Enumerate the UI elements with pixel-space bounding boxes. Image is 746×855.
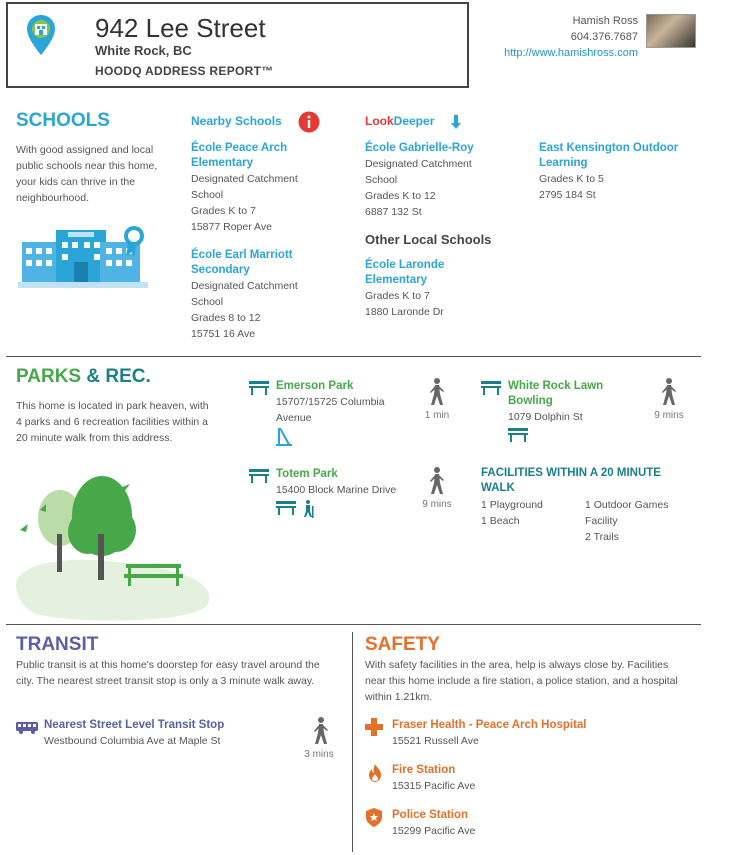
bench-icon <box>508 428 528 442</box>
nearby-schools-label: Nearby Schools <box>191 114 282 128</box>
safety-name[interactable]: Fire Station <box>392 764 456 776</box>
info-icon[interactable] <box>298 111 320 133</box>
flame-icon <box>368 764 382 782</box>
divider <box>6 624 701 625</box>
school-building-illustration <box>18 222 150 292</box>
safety-item[interactable]: Fire Station 15315 Pacific Ave <box>392 763 592 794</box>
school-name[interactable]: École Peace Arch Elementary <box>191 142 288 169</box>
schools-description: With good assigned and local public schools near this home, your kids can thrive in the neighbourhood. <box>16 144 158 204</box>
walk-time: 9 mins <box>654 410 684 421</box>
schools-title: SCHOOLS <box>16 110 110 131</box>
parks-description: This home is located in park heaven, with 4 parks and 6 recreation facilities within a 20 minute walk from this address. <box>16 400 209 444</box>
agent-avatar <box>646 14 696 48</box>
facilities-list: 1 Playground 1 Beach <box>481 499 543 527</box>
safety-item[interactable]: Fraser Health - Peace Arch Hospital 15521 Russell Ave <box>392 718 632 749</box>
page-title: 942 Lee Street <box>95 13 266 43</box>
bus-icon <box>16 722 38 734</box>
lookdeeper-label[interactable]: LookDeeper <box>365 114 435 128</box>
bench-icon <box>276 501 296 515</box>
park-illustration <box>16 474 216 624</box>
transit-stop-label[interactable]: Nearest Street Level Transit Stop <box>44 719 225 731</box>
school-item[interactable]: École Earl Marriott Secondary Designated Catchment School Grades 8 to 12 15751 16 Ave <box>191 248 331 342</box>
agent-name: Hamish Ross <box>572 15 638 27</box>
park-item[interactable]: Totem Park 15400 Block Marine Drive <box>276 467 421 498</box>
parks-title: PARKS & REC. <box>16 366 151 387</box>
walk-time: 9 mins <box>422 499 452 510</box>
arrow-down-icon <box>450 115 462 129</box>
hiker-icon <box>302 500 314 518</box>
other-schools-label: Other Local Schools <box>365 232 492 247</box>
walking-person-icon <box>428 467 446 495</box>
safety-name[interactable]: Police Station <box>392 809 469 821</box>
school-item[interactable]: École Gabrielle-Roy Designated Catchment School Grades K to 12 6887 132 St <box>365 141 515 220</box>
facilities-title: FACILITIES WITHIN A 20 MINUTE WALK <box>481 467 661 494</box>
location-pin-icon <box>26 14 56 56</box>
agent-url-link[interactable]: http://www.hamishross.com <box>504 47 638 59</box>
safety-title: SAFETY <box>365 634 440 655</box>
safety-description: With safety facilities in the area, help is always close by. Facilities near this home include a fire station, a police station, and a hospital within 1.21km. <box>365 659 678 703</box>
transit-description: Public transit is at this home's doorstep for easy travel around the city. The nearest street transit stop is only a 3 minute walk away. <box>16 659 320 687</box>
slide-icon <box>276 428 292 446</box>
vertical-divider <box>352 632 353 852</box>
school-name[interactable]: East Kensington Outdoor Learning <box>539 142 679 169</box>
school-name[interactable]: École Gabrielle-Roy <box>365 142 474 154</box>
park-name[interactable]: Emerson Park <box>276 380 354 392</box>
walk-time: 3 mins <box>304 749 334 760</box>
agent-phone[interactable]: 604.376.7687 <box>570 31 638 43</box>
school-item[interactable]: East Kensington Outdoor Learning Grades K to 5 2795 184 St <box>539 141 699 203</box>
walking-person-icon <box>312 717 330 745</box>
bench-icon <box>249 469 269 483</box>
badge-icon <box>366 808 382 827</box>
walk-time: 1 min <box>424 410 450 421</box>
park-name[interactable]: White Rock Lawn Bowling <box>508 380 604 407</box>
park-name[interactable]: Totem Park <box>276 468 338 480</box>
bench-icon <box>249 381 269 395</box>
transit-stop-item[interactable]: Nearest Street Level Transit Stop Westbound Columbia Ave at Maple St <box>44 718 284 749</box>
safety-item[interactable]: Police Station 15299 Pacific Ave <box>392 808 592 839</box>
medical-cross-icon <box>365 718 383 736</box>
report-title: HOODQ ADDRESS REPORT™ <box>95 64 274 78</box>
park-item[interactable]: Emerson Park 15707/15725 Columbia Avenue <box>276 379 416 426</box>
school-name[interactable]: École Earl Marriott Secondary <box>191 249 293 276</box>
city-label: White Rock, BC <box>95 43 192 58</box>
transit-title: TRANSIT <box>16 634 99 655</box>
divider <box>6 356 701 357</box>
walking-person-icon <box>660 378 678 406</box>
school-item[interactable]: École Peace Arch Elementary Designated Catchment School Grades K to 7 15877 Roper Ave <box>191 141 331 235</box>
park-item[interactable]: White Rock Lawn Bowling 1079 Dolphin St <box>508 379 628 425</box>
school-name[interactable]: École Laronde Elementary <box>365 259 445 286</box>
facilities-list: 1 Outdoor Games Facility 2 Trails <box>585 499 669 543</box>
safety-name[interactable]: Fraser Health - Peace Arch Hospital <box>392 719 587 731</box>
school-item[interactable]: École Laronde Elementary Grades K to 7 1880 Laronde Dr <box>365 258 485 320</box>
walking-person-icon <box>428 378 446 406</box>
bench-icon <box>481 381 501 395</box>
